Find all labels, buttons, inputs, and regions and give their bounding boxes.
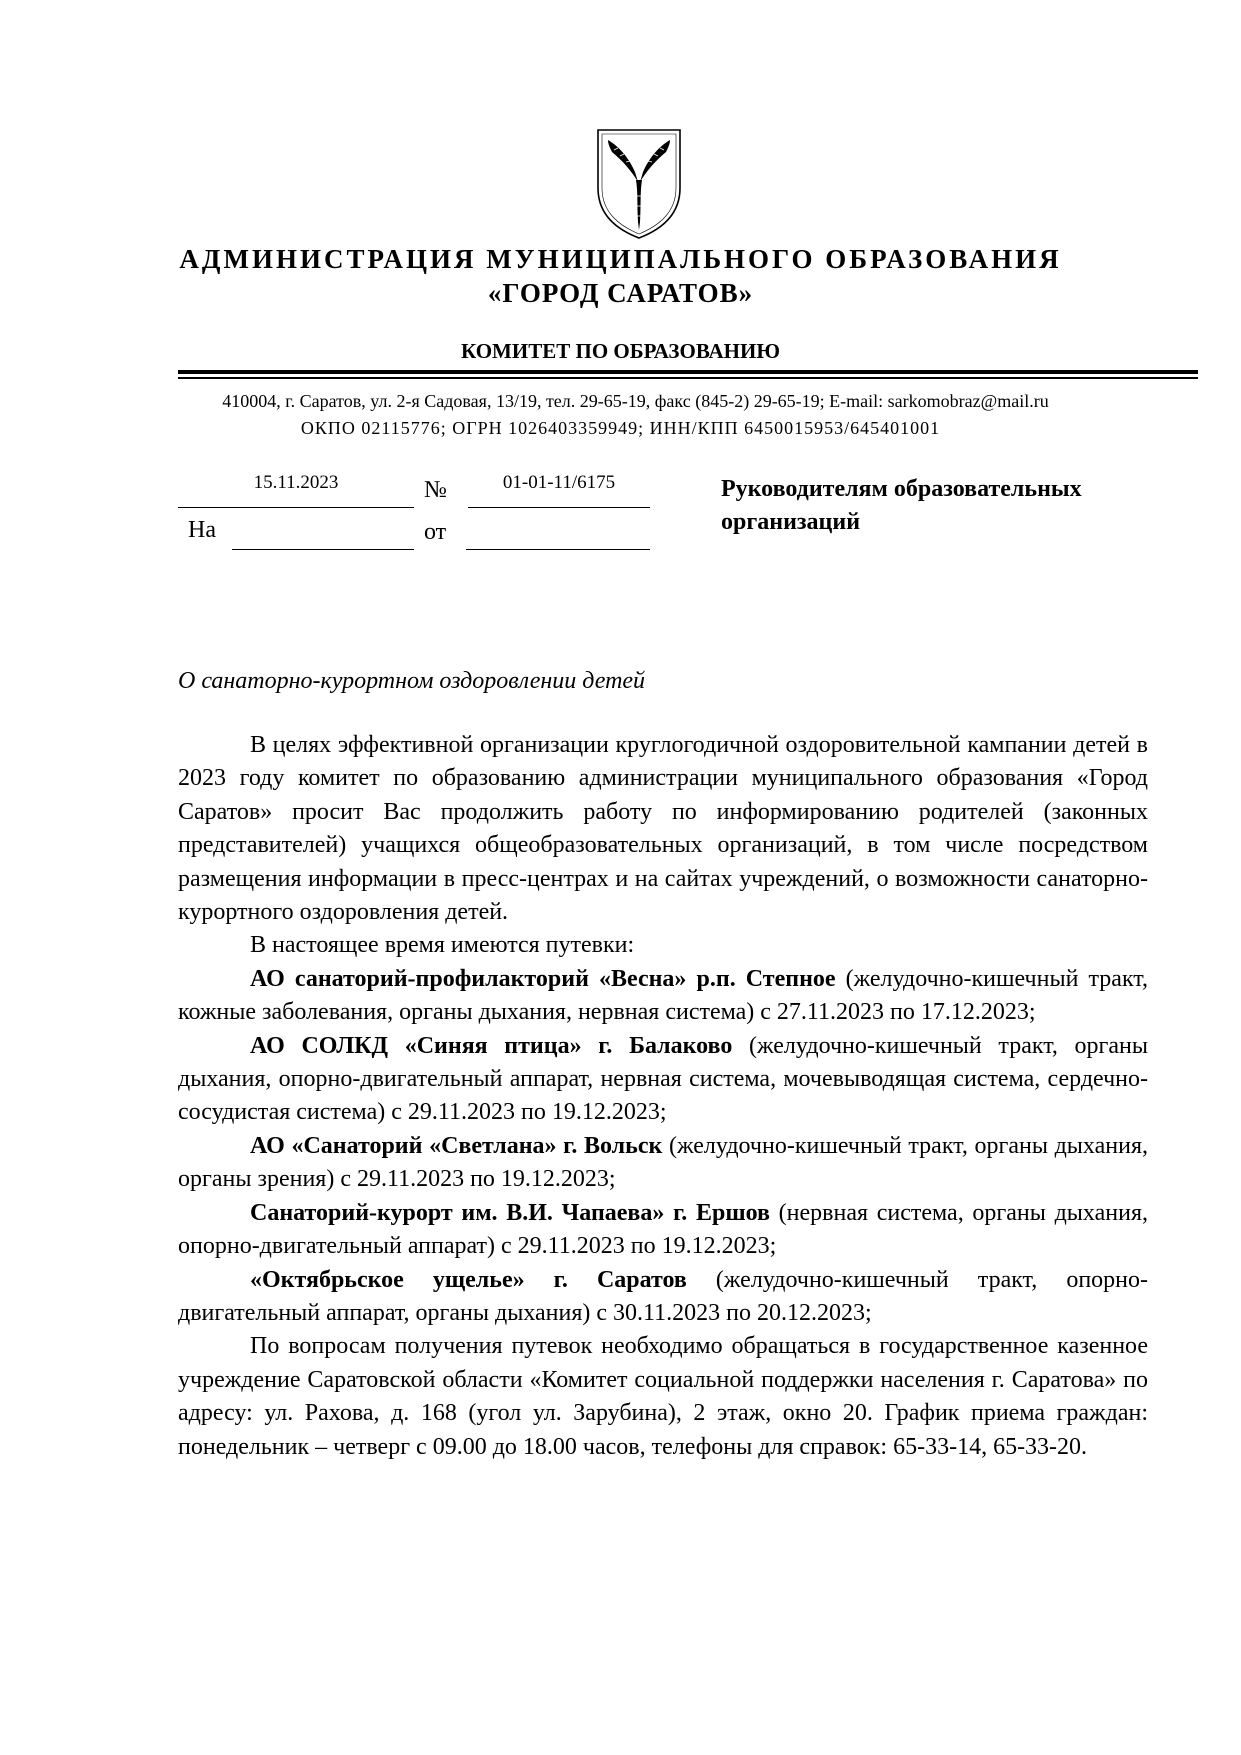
voucher-details: (желудочно-кишечный тракт, органы дыхания, органы зрения) с 29.11.2023 по 19.12.2023;: [178, 1132, 1148, 1193]
contacts-registry-line: ОКПО 02115776; ОГРН 1026403359949; ИНН/КПП 6450015953/645401001: [300, 418, 941, 438]
voucher-details: (желудочно-кишечный тракт, опорно-двигательный аппарат, органы дыхания) с 30.11.2023 по 20.12.2023;: [178, 1266, 1148, 1326]
voucher-details: (желудочно-кишечный тракт, кожные заболевания, органы дыхания, нервная система) с 27.11.2023 по 17.12.2023;: [178, 965, 1148, 1026]
saratov-coat-of-arms-emblem: [594, 126, 684, 241]
reply-to-underline: [232, 549, 414, 550]
voucher-item: [178, 1130, 1148, 1197]
number-underline: [468, 507, 650, 508]
document-number: 01-01-11/6175: [502, 472, 616, 493]
voucher-details: (нервная система, органы дыхания, опорно-двигательный аппарат) с 29.11.2023 по 19.12.2023;: [178, 1199, 1148, 1260]
letter-body: [178, 729, 1148, 1464]
header-divider-thin: [178, 377, 1198, 379]
voucher-item: [178, 1197, 1148, 1264]
addressee-line2: организаций: [721, 509, 861, 535]
organization-title-line1: АДМИНИСТРАЦИЯ МУНИЦИПАЛЬНОГО ОБРАЗОВАНИЯ: [179, 244, 1062, 274]
organization-title-line2: «ГОРОД САРАТОВ»: [487, 278, 754, 308]
sanatorium-name: «Октябрьское ущелье» г. Саратов: [250, 1266, 687, 1293]
letter-subject: О санаторно-курортном оздоровлении детей: [178, 668, 646, 694]
body-paragraph-intro: В целях эффективной организации круглогодичной оздоровительной кампании детей в 2023 году комитет по образованию администрации муниципального образования «Город Саратов» просит Вас продолжить работу по информированию родителей (законных представителей) учащихся общеобразовательных организаций, в том числе посредством размещения информации в пресс-центрах и на сайтах учреждений, о возможности санаторно-курортного оздоровления детей.: [178, 732, 1148, 926]
header-divider-thick: [178, 370, 1198, 374]
committee-name: КОМИТЕТ ПО ОБРАЗОВАНИЮ: [461, 339, 780, 363]
addressee: [721, 473, 1181, 539]
contacts-address-line: 410004, г. Саратов, ул. 2-я Садовая, 13/19, тел. 29-65-19, факс (845-2) 29-65-19; E-mail: sarkomobraz@mail.ru: [222, 391, 1049, 411]
from-label: от: [424, 519, 447, 545]
body-paragraph-vouchers-intro: В настоящее время имеются путевки:: [250, 932, 635, 959]
document-date: 15.11.2023: [253, 472, 339, 493]
voucher-details: (желудочно-кишечный тракт, органы дыхания, опорно-двигательный аппарат, нервная система, мочевыводящая система, сердечно-сосудистая система) с 29.11.2023 по 19.12.2023;: [178, 1032, 1148, 1126]
addressee-line1: Руководителям образовательных: [721, 476, 1082, 502]
sanatorium-name: АО санаторий-профилакторий «Весна» р.п. Степное: [250, 965, 836, 992]
reply-to-label: На: [188, 517, 216, 543]
sanatorium-name: АО СОЛКД «Синяя птица» г. Балаково: [250, 1032, 733, 1059]
body-paragraph-contacts: По вопросам получения путевок необходимо обращаться в государственное казенное учреждение Саратовской области «Комитет социальной поддержки населения г. Саратова» по адресу: ул. Рахова, д. 168 (угол ул. Зарубина), 2 этаж, окно 20. График приема граждан: понедельник – четверг с 09.00 до 18.00 часов, телефоны для справок: 65-33-14, 65-33-20.: [178, 1333, 1148, 1460]
number-label: №: [424, 477, 447, 503]
voucher-item: [178, 963, 1148, 1030]
sanatorium-name: АО «Санаторий «Светлана» г. Вольск: [250, 1132, 663, 1159]
sanatorium-name: Санаторий-курорт им. В.И. Чапаева» г. Ершов: [250, 1199, 770, 1226]
date-underline: [178, 507, 414, 508]
voucher-item: [178, 1264, 1148, 1331]
voucher-item: [178, 1030, 1148, 1130]
from-underline: [466, 549, 650, 550]
